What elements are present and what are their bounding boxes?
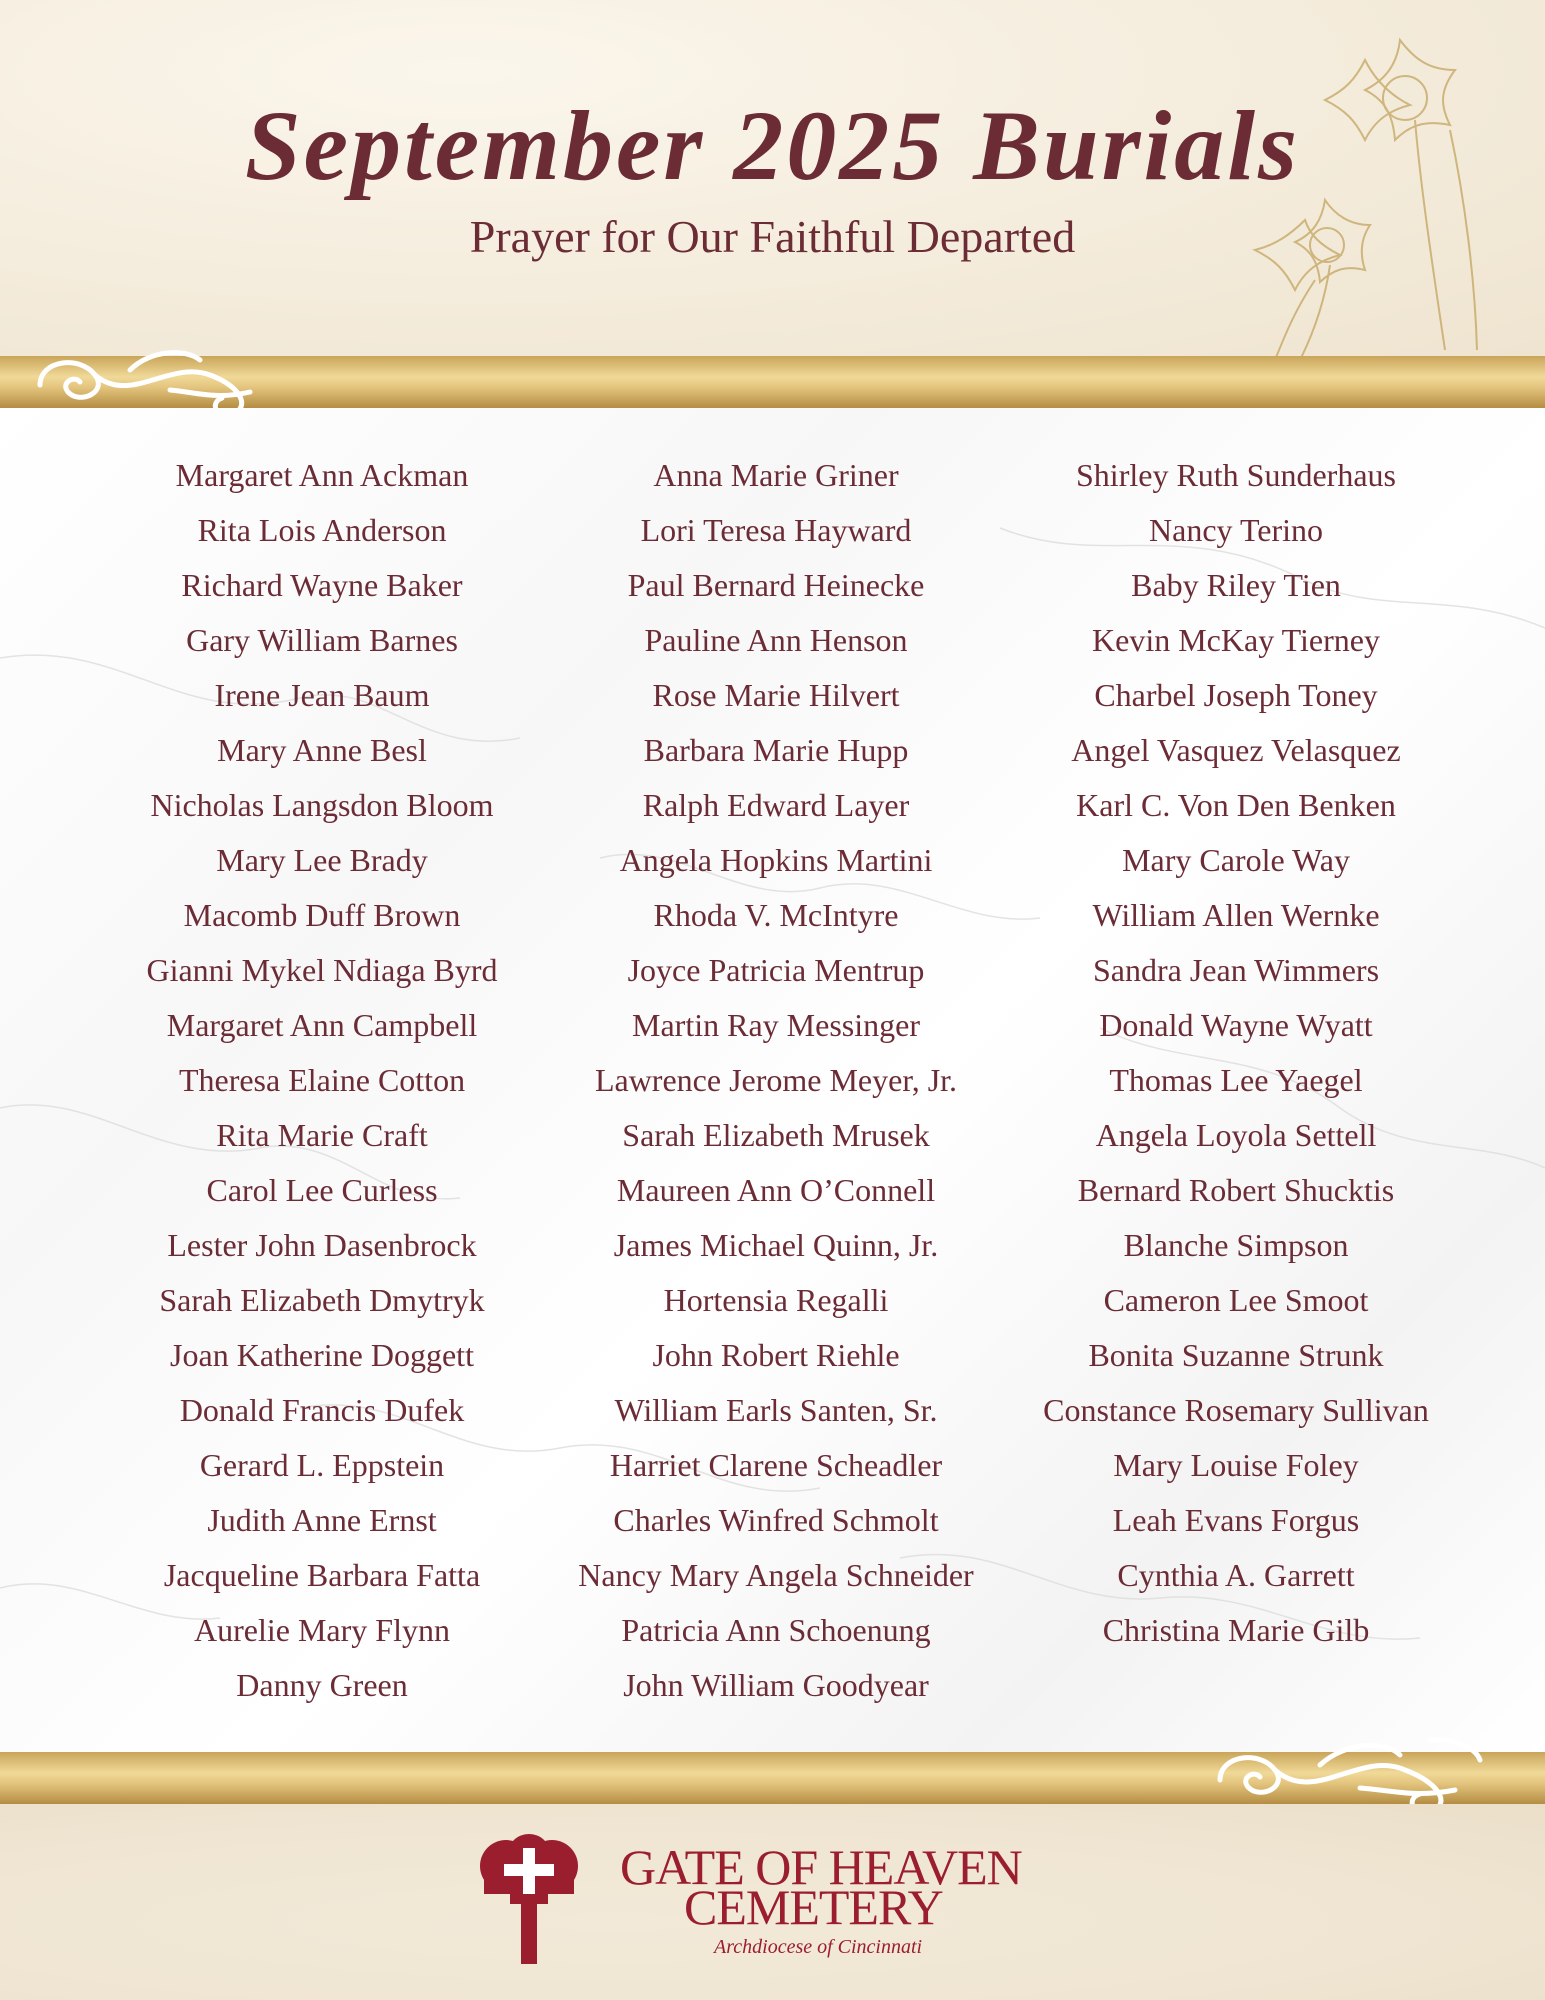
page-subtitle: Prayer for Our Faithful Departed — [469, 211, 1076, 262]
name-item: Nancy Terino — [1149, 512, 1323, 548]
name-item: Irene Jean Baum — [214, 677, 430, 713]
name-item: William Allen Wernke — [1092, 897, 1380, 933]
name-item: Rita Lois Anderson — [197, 512, 447, 548]
name-item: Sandra Jean Wimmers — [1092, 952, 1380, 988]
gate-cross-logo-icon — [474, 1834, 584, 1964]
names-section — [0, 408, 1545, 1752]
name-item: John Robert Riehle — [652, 1337, 900, 1373]
names-column-2 — [526, 448, 1026, 1713]
name-item: Ralph Edward Layer — [642, 787, 910, 823]
name-item: Christina Marie Gilb — [1102, 1612, 1370, 1648]
name-item: Sarah Elizabeth Mrusek — [622, 1117, 930, 1153]
name-item: Lori Teresa Hayward — [640, 512, 912, 548]
name-item: William Earls Santen, Sr. — [614, 1392, 938, 1428]
logo-text-gate-of-heaven: GATE OF HEAVEN — [620, 1839, 1022, 1895]
name-item: Charbel Joseph Toney — [1094, 677, 1378, 713]
name-item: Martin Ray Messinger — [632, 1007, 920, 1043]
name-item: John William Goodyear — [623, 1667, 929, 1703]
name-item: Harriet Clarene Scheadler — [609, 1447, 943, 1483]
name-item: Blanche Simpson — [1123, 1227, 1349, 1263]
name-item: Anna Marie Griner — [653, 457, 899, 493]
name-item: Lawrence Jerome Meyer, Jr. — [594, 1062, 958, 1098]
name-item: Bernard Robert Shucktis — [1077, 1172, 1395, 1208]
name-item: Gary William Barnes — [186, 622, 458, 658]
name-item: Angela Hopkins Martini — [619, 842, 933, 878]
name-item: Danny Green — [236, 1667, 408, 1703]
name-item: Margaret Ann Campbell — [166, 1007, 478, 1043]
name-item: Bonita Suzanne Strunk — [1088, 1337, 1384, 1373]
name-item: Shirley Ruth Sunderhaus — [1076, 457, 1396, 493]
name-item: Thomas Lee Yaegel — [1109, 1062, 1363, 1098]
name-item: Theresa Elaine Cotton — [178, 1062, 466, 1098]
page-footer — [0, 1804, 1545, 2000]
name-item: James Michael Quinn, Jr. — [613, 1227, 939, 1263]
name-item: Cynthia A. Garrett — [1117, 1557, 1355, 1593]
page-header — [0, 0, 1545, 358]
name-item: Donald Wayne Wyatt — [1099, 1007, 1373, 1043]
name-item: Mary Lee Brady — [216, 842, 428, 878]
name-item: Margaret Ann Ackman — [175, 457, 469, 493]
name-item: Maureen Ann O’Connell — [616, 1172, 936, 1208]
name-item: Joan Katherine Doggett — [170, 1337, 474, 1373]
name-item: Rhoda V. McIntyre — [653, 897, 899, 933]
name-item: Gianni Mykel Ndiaga Byrd — [146, 952, 498, 988]
name-item: Angel Vasquez Velasquez — [1071, 732, 1401, 768]
name-item: Richard Wayne Baker — [181, 567, 463, 603]
name-item: Mary Louise Foley — [1113, 1447, 1359, 1483]
name-item: Rita Marie Craft — [216, 1117, 428, 1153]
name-item: Joyce Patricia Mentrup — [627, 952, 925, 988]
name-item: Charles Winfred Schmolt — [613, 1502, 939, 1538]
name-item: Mary Carole Way — [1122, 842, 1350, 878]
name-item: Baby Riley Tien — [1131, 567, 1341, 603]
name-item: Carol Lee Curless — [206, 1172, 438, 1208]
name-item: Macomb Duff Brown — [183, 897, 461, 933]
name-item: Aurelie Mary Flynn — [194, 1612, 450, 1648]
name-item: Constance Rosemary Sullivan — [1043, 1392, 1429, 1428]
name-item: Karl C. Von Den Benken — [1076, 787, 1396, 823]
daffodil-flowers-icon — [1215, 20, 1545, 358]
logo-text-cemetery: CEMETERY — [684, 1879, 943, 1935]
name-item: Angela Loyola Settell — [1095, 1117, 1377, 1153]
name-item: Nicholas Langsdon Bloom — [150, 787, 494, 823]
logo-text-archdiocese: Archdiocese of Cincinnati — [714, 1936, 923, 1958]
name-item: Hortensia Regalli — [663, 1282, 889, 1318]
name-item: Sarah Elizabeth Dmytryk — [159, 1282, 485, 1318]
name-item: Patricia Ann Schoenung — [621, 1612, 931, 1648]
cemetery-logo — [474, 1834, 1074, 1964]
name-item: Kevin McKay Tierney — [1092, 622, 1380, 658]
page-title: September 2025 Burials — [245, 90, 1300, 201]
name-item: Leah Evans Forgus — [1112, 1502, 1360, 1538]
name-item: Nancy Mary Angela Schneider — [578, 1557, 974, 1593]
name-item: Rose Marie Hilvert — [652, 677, 900, 713]
name-item: Cameron Lee Smoot — [1103, 1282, 1369, 1318]
name-item: Judith Anne Ernst — [207, 1502, 437, 1538]
name-item: Gerard L. Eppstein — [199, 1447, 445, 1483]
name-item: Barbara Marie Hupp — [643, 732, 909, 768]
name-item: Pauline Ann Henson — [644, 622, 908, 658]
name-item: Paul Bernard Heinecke — [627, 567, 925, 603]
names-column-3 — [986, 448, 1486, 1658]
name-item: Donald Francis Dufek — [179, 1392, 465, 1428]
name-item: Jacqueline Barbara Fatta — [163, 1557, 481, 1593]
name-item: Lester John Dasenbrock — [167, 1227, 477, 1263]
names-column-1 — [72, 448, 572, 1713]
name-item: Mary Anne Besl — [217, 732, 427, 768]
